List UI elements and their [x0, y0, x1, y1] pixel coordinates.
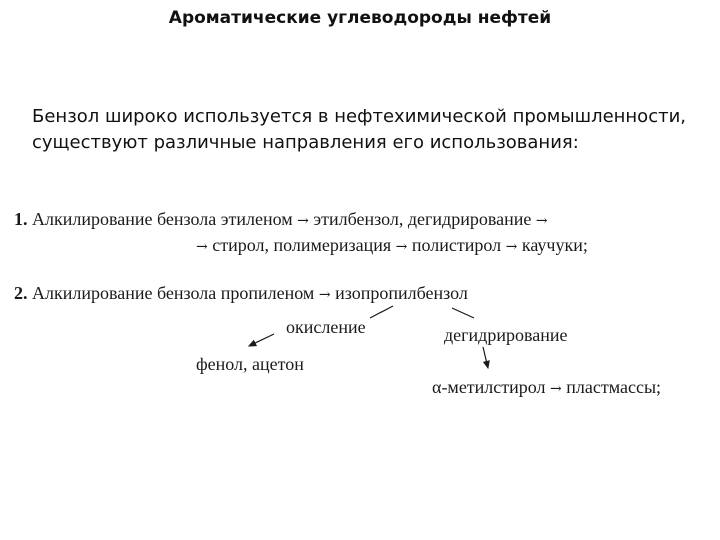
- slide-title: Ароматические углеводороды нефтей: [168, 8, 552, 28]
- arrow-icon: →: [318, 287, 331, 303]
- arrow-icon: →: [535, 213, 548, 229]
- arrow-icon: →: [196, 239, 208, 255]
- item-1-alkylation-text: Алкилирование бензола этиленом: [32, 209, 293, 229]
- right-branch-arrow: [483, 347, 488, 368]
- item-2-cumene-text: изопропилбензол: [335, 283, 468, 303]
- phenol-acetone-text: фенол, ацетон: [196, 354, 304, 374]
- arrow-icon: →: [505, 239, 518, 255]
- arrow-icon: →: [550, 381, 562, 397]
- left-branch-arrow: [249, 334, 274, 346]
- arrow-icon: →: [297, 213, 309, 229]
- oxidation-label: окисление: [286, 317, 366, 337]
- intro-paragraph: Бензол широко используется в нефтехимической промышленности, существуют различные направления его использования:: [32, 106, 686, 153]
- item-2-number: 2.: [14, 283, 28, 303]
- item-1-rubber-text: каучуки;: [521, 235, 588, 255]
- dehydrogenation-label: дегидрирование: [444, 325, 568, 345]
- methylstyrene-text: -метилстирол: [441, 377, 546, 397]
- left-branch-line-upper: [370, 306, 393, 318]
- right-branch-line-upper: [452, 308, 474, 318]
- plastics-text: пластмассы;: [566, 377, 662, 397]
- arrow-icon: →: [395, 239, 408, 255]
- item-1-styrene-text: стирол, полимеризация: [212, 235, 392, 255]
- item-1-polystyrene-text: полистирол: [411, 235, 502, 255]
- item-1-ethylbenzene-text: этилбензол, дегидрирование: [313, 209, 532, 229]
- item-1-number: 1.: [14, 209, 28, 229]
- alpha-symbol: α: [432, 377, 442, 397]
- item-2-alkylation-text: Алкилирование бензола пропиленом: [32, 283, 315, 303]
